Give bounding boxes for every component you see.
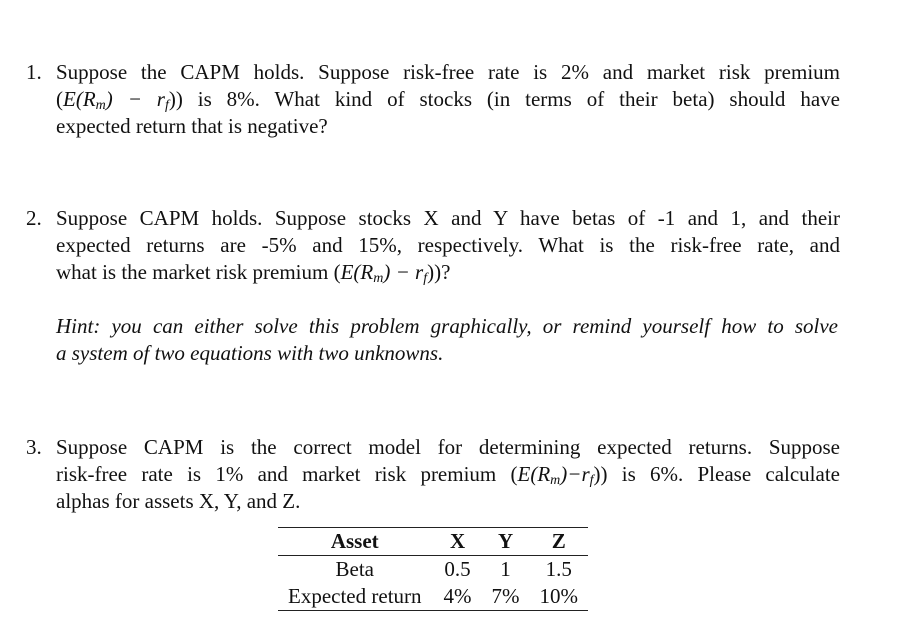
problem-3-line-1: Suppose CAPM is the correct model for determining expected returns. Suppose <box>56 435 840 459</box>
table-header-y: Y <box>482 528 530 556</box>
problem-3-line-2-post: )) is 6%. Please calculate <box>593 462 840 486</box>
table-header-z: Z <box>530 528 589 556</box>
math-expected-market-return: E(R <box>517 462 551 486</box>
table-cell: 1 <box>500 557 511 581</box>
table-cell-label: Expected return <box>278 583 434 611</box>
problem-2-line-3 <box>56 259 840 286</box>
hint-line-2: a system of two equations with two unknowns. <box>56 341 444 365</box>
math-expected-market-return: E(R <box>340 260 374 284</box>
table-cell: 0.5 <box>444 557 471 581</box>
table-cell: 7% <box>482 583 530 611</box>
table-cell-label: Beta <box>335 557 374 581</box>
hint-line-1: Hint: you can either solve this problem graphically, or remind yourself how to solve <box>56 314 838 338</box>
problem-2-hint <box>56 313 838 367</box>
table-header-x: X <box>434 528 482 556</box>
table-row <box>278 556 588 584</box>
table-header-asset: Asset <box>278 528 434 556</box>
problem-1-line-2 <box>56 86 840 113</box>
problem-3-line-2 <box>56 461 840 488</box>
asset-table <box>278 527 588 611</box>
table-cell: 4% <box>434 583 482 611</box>
problem-1-line-2-rest: )) is 8%. What kind of stocks (in terms of their beta) should have <box>168 87 840 111</box>
math-minus-riskfree: ) − r <box>105 87 165 111</box>
problem-3-line-3: alphas for assets X, Y, and Z. <box>56 489 301 513</box>
table-header-row <box>278 528 588 556</box>
problem-2 <box>26 205 840 286</box>
problem-2-line-3-post: ))? <box>427 260 451 284</box>
table-cell: 1.5 <box>545 557 572 581</box>
problem-3-line-2-pre: risk-free rate is 1% and market risk premium ( <box>56 462 518 486</box>
problem-1-line-1: Suppose the CAPM holds. Suppose risk-free rate is 2% and market risk premium <box>56 60 840 84</box>
math-subscript-f: f <box>589 473 594 488</box>
math-subscript-m: m <box>373 271 384 286</box>
problem-1-number: 1. <box>26 60 42 84</box>
math-expected-market-return: E(R <box>63 87 96 111</box>
problem-3-text <box>56 434 840 515</box>
problem-3 <box>26 434 840 515</box>
paren-open: ( <box>56 87 63 111</box>
math-subscript-f: f <box>423 271 428 286</box>
math-minus-riskfree: )−r <box>560 462 590 486</box>
math-subscript-f: f <box>164 98 169 113</box>
problem-2-line-2: expected returns are -5% and 15%, respectively. What is the risk-free rate, and <box>56 233 840 257</box>
problem-3-number: 3. <box>26 435 42 459</box>
math-subscript-m: m <box>550 473 561 488</box>
problem-1-text <box>56 59 840 140</box>
table-cell: 10% <box>530 583 589 611</box>
problem-2-number: 2. <box>26 206 42 230</box>
problem-2-line-3-pre: what is the market risk premium ( <box>56 260 341 284</box>
problem-2-line-1: Suppose CAPM holds. Suppose stocks X and Y have betas of -1 and 1, and their <box>56 206 840 230</box>
table-row <box>278 583 588 611</box>
problem-2-text <box>56 205 840 286</box>
math-minus-riskfree: ) − r <box>383 260 424 284</box>
problem-1 <box>26 59 840 140</box>
math-subscript-m: m <box>95 98 106 113</box>
problem-1-line-3: expected return that is negative? <box>56 114 328 138</box>
